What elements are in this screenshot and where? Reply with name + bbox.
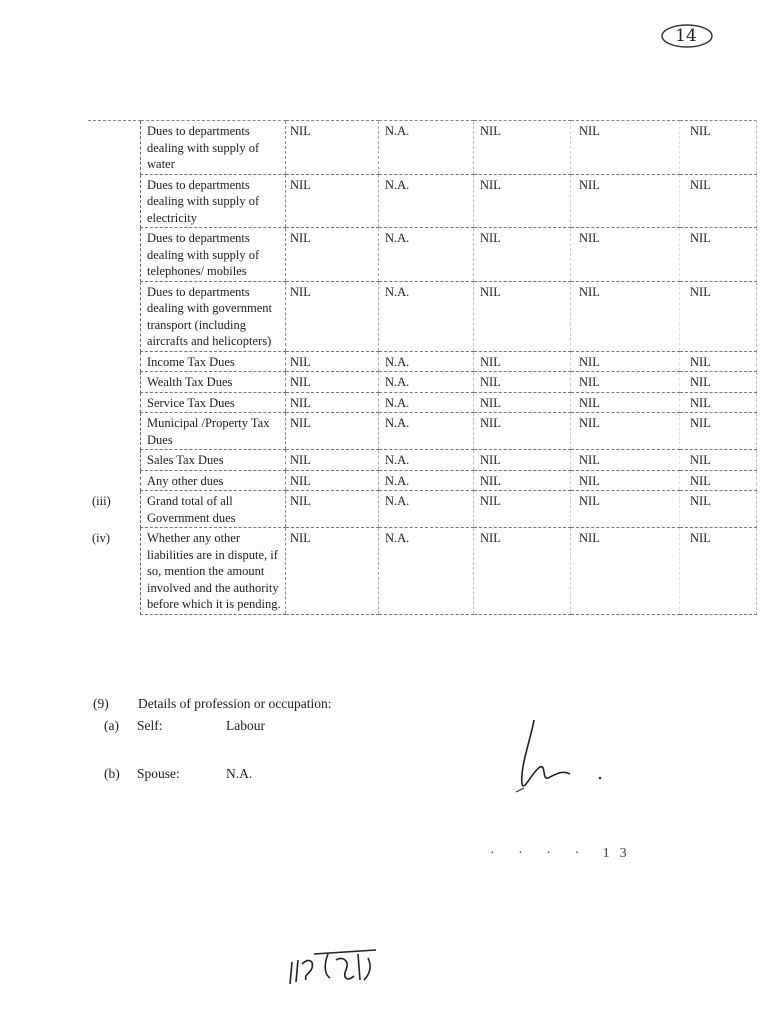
row-value: NIL bbox=[680, 470, 757, 491]
table-row bbox=[88, 470, 757, 491]
handwritten-signature-icon bbox=[284, 940, 394, 990]
dues-table bbox=[88, 120, 757, 615]
row-value: NIL bbox=[680, 528, 757, 615]
row-value: N.A. bbox=[379, 491, 474, 528]
row-label: Income Tax Dues bbox=[141, 351, 286, 372]
row-index: (iv) bbox=[92, 530, 111, 545]
row-value: NIL bbox=[474, 228, 571, 282]
row-value: NIL bbox=[474, 121, 571, 175]
row-value: NIL bbox=[571, 491, 680, 528]
row-value: NIL bbox=[571, 470, 680, 491]
row-value: N.A. bbox=[379, 121, 474, 175]
self-label: (a) bbox=[104, 718, 119, 733]
page-number-text: 14 bbox=[675, 26, 697, 46]
row-label: Any other dues bbox=[141, 470, 286, 491]
dues-table-body bbox=[88, 121, 757, 615]
table-row bbox=[88, 491, 757, 528]
table-row bbox=[88, 281, 757, 351]
row-index bbox=[88, 281, 141, 351]
row-value: NIL bbox=[286, 174, 379, 228]
row-index bbox=[88, 392, 141, 413]
row-value: NIL bbox=[474, 174, 571, 228]
row-value: NIL bbox=[680, 351, 757, 372]
row-value: NIL bbox=[286, 351, 379, 372]
row-value: NIL bbox=[571, 372, 680, 393]
row-value: NIL bbox=[680, 392, 757, 413]
row-value: NIL bbox=[474, 528, 571, 615]
row-value: NIL bbox=[474, 351, 571, 372]
table-row bbox=[88, 392, 757, 413]
signature-icon bbox=[512, 712, 612, 802]
row-value: N.A. bbox=[379, 450, 474, 471]
row-value: NIL bbox=[474, 281, 571, 351]
row-index bbox=[88, 351, 141, 372]
row-value: NIL bbox=[474, 413, 571, 450]
row-value: NIL bbox=[680, 174, 757, 228]
table-row bbox=[88, 228, 757, 282]
row-index bbox=[88, 372, 141, 393]
row-value: NIL bbox=[571, 413, 680, 450]
section-number: (9) bbox=[93, 696, 109, 711]
date-mark bbox=[490, 846, 637, 862]
section-title: Details of profession or occupation: bbox=[138, 696, 332, 711]
row-value: NIL bbox=[571, 281, 680, 351]
table-row bbox=[88, 121, 757, 175]
row-value: NIL bbox=[286, 528, 379, 615]
table-row bbox=[88, 413, 757, 450]
row-value: N.A. bbox=[379, 470, 474, 491]
row-value: NIL bbox=[286, 392, 379, 413]
row-label: Dues to departments dealing with supply of telephones/ mobiles bbox=[141, 228, 286, 282]
row-value: N.A. bbox=[379, 372, 474, 393]
row-index bbox=[88, 413, 141, 450]
row-value: NIL bbox=[286, 413, 379, 450]
row-value: N.A. bbox=[379, 413, 474, 450]
row-value: NIL bbox=[571, 121, 680, 175]
row-value: NIL bbox=[474, 450, 571, 471]
row-value: NIL bbox=[680, 450, 757, 471]
row-value: N.A. bbox=[379, 281, 474, 351]
row-value: NIL bbox=[680, 491, 757, 528]
spouse-value: N.A. bbox=[226, 766, 253, 781]
row-label: Dues to departments dealing with government transport (including aircrafts and helicopters) bbox=[141, 281, 286, 351]
table-row bbox=[88, 351, 757, 372]
spouse-label: (b) bbox=[104, 766, 120, 781]
row-index bbox=[88, 121, 141, 175]
row-value: NIL bbox=[474, 392, 571, 413]
row-index bbox=[88, 174, 141, 228]
row-label: Service Tax Dues bbox=[141, 392, 286, 413]
row-index bbox=[88, 228, 141, 282]
row-label: Municipal /Property Tax Dues bbox=[141, 413, 286, 450]
self-value: Labour bbox=[226, 718, 265, 733]
table-row bbox=[88, 174, 757, 228]
row-value: NIL bbox=[286, 470, 379, 491]
row-value: NIL bbox=[474, 491, 571, 528]
table-row bbox=[88, 528, 757, 615]
row-index: (iii) bbox=[92, 493, 111, 508]
row-index bbox=[88, 470, 141, 491]
row-value: NIL bbox=[286, 121, 379, 175]
row-value: N.A. bbox=[379, 528, 474, 615]
row-value: N.A. bbox=[379, 351, 474, 372]
row-value: NIL bbox=[571, 528, 680, 615]
spouse-key: Spouse: bbox=[137, 766, 180, 781]
row-label: Dues to departments dealing with supply of water bbox=[141, 121, 286, 175]
row-value: NIL bbox=[680, 228, 757, 282]
row-label: Sales Tax Dues bbox=[141, 450, 286, 471]
row-label: Dues to departments dealing with supply of electricity bbox=[141, 174, 286, 228]
row-value: NIL bbox=[286, 281, 379, 351]
row-value: NIL bbox=[571, 228, 680, 282]
row-value: N.A. bbox=[379, 174, 474, 228]
row-value: NIL bbox=[286, 491, 379, 528]
table-row bbox=[88, 450, 757, 471]
row-value: NIL bbox=[680, 372, 757, 393]
row-label: Whether any other liabilities are in dispute, if so, mention the amount involved and the authority before which it is pending. bbox=[141, 528, 286, 615]
row-value: NIL bbox=[286, 372, 379, 393]
row-value: NIL bbox=[571, 351, 680, 372]
row-value: N.A. bbox=[379, 392, 474, 413]
row-label: Wealth Tax Dues bbox=[141, 372, 286, 393]
row-value: NIL bbox=[286, 450, 379, 471]
date-dots: · · · · bbox=[490, 846, 590, 861]
row-value: NIL bbox=[474, 372, 571, 393]
table-row bbox=[88, 372, 757, 393]
row-value: N.A. bbox=[379, 228, 474, 282]
row-value: NIL bbox=[680, 281, 757, 351]
row-value: NIL bbox=[680, 121, 757, 175]
row-value: NIL bbox=[286, 228, 379, 282]
row-value: NIL bbox=[571, 450, 680, 471]
row-label: Grand total of all Government dues bbox=[141, 491, 286, 528]
date-number: 13 bbox=[602, 846, 637, 861]
row-value: NIL bbox=[474, 470, 571, 491]
self-key: Self: bbox=[137, 718, 163, 733]
page-number bbox=[660, 22, 712, 48]
row-index bbox=[88, 450, 141, 471]
row-value: NIL bbox=[571, 392, 680, 413]
row-value: NIL bbox=[680, 413, 757, 450]
row-value: NIL bbox=[571, 174, 680, 228]
